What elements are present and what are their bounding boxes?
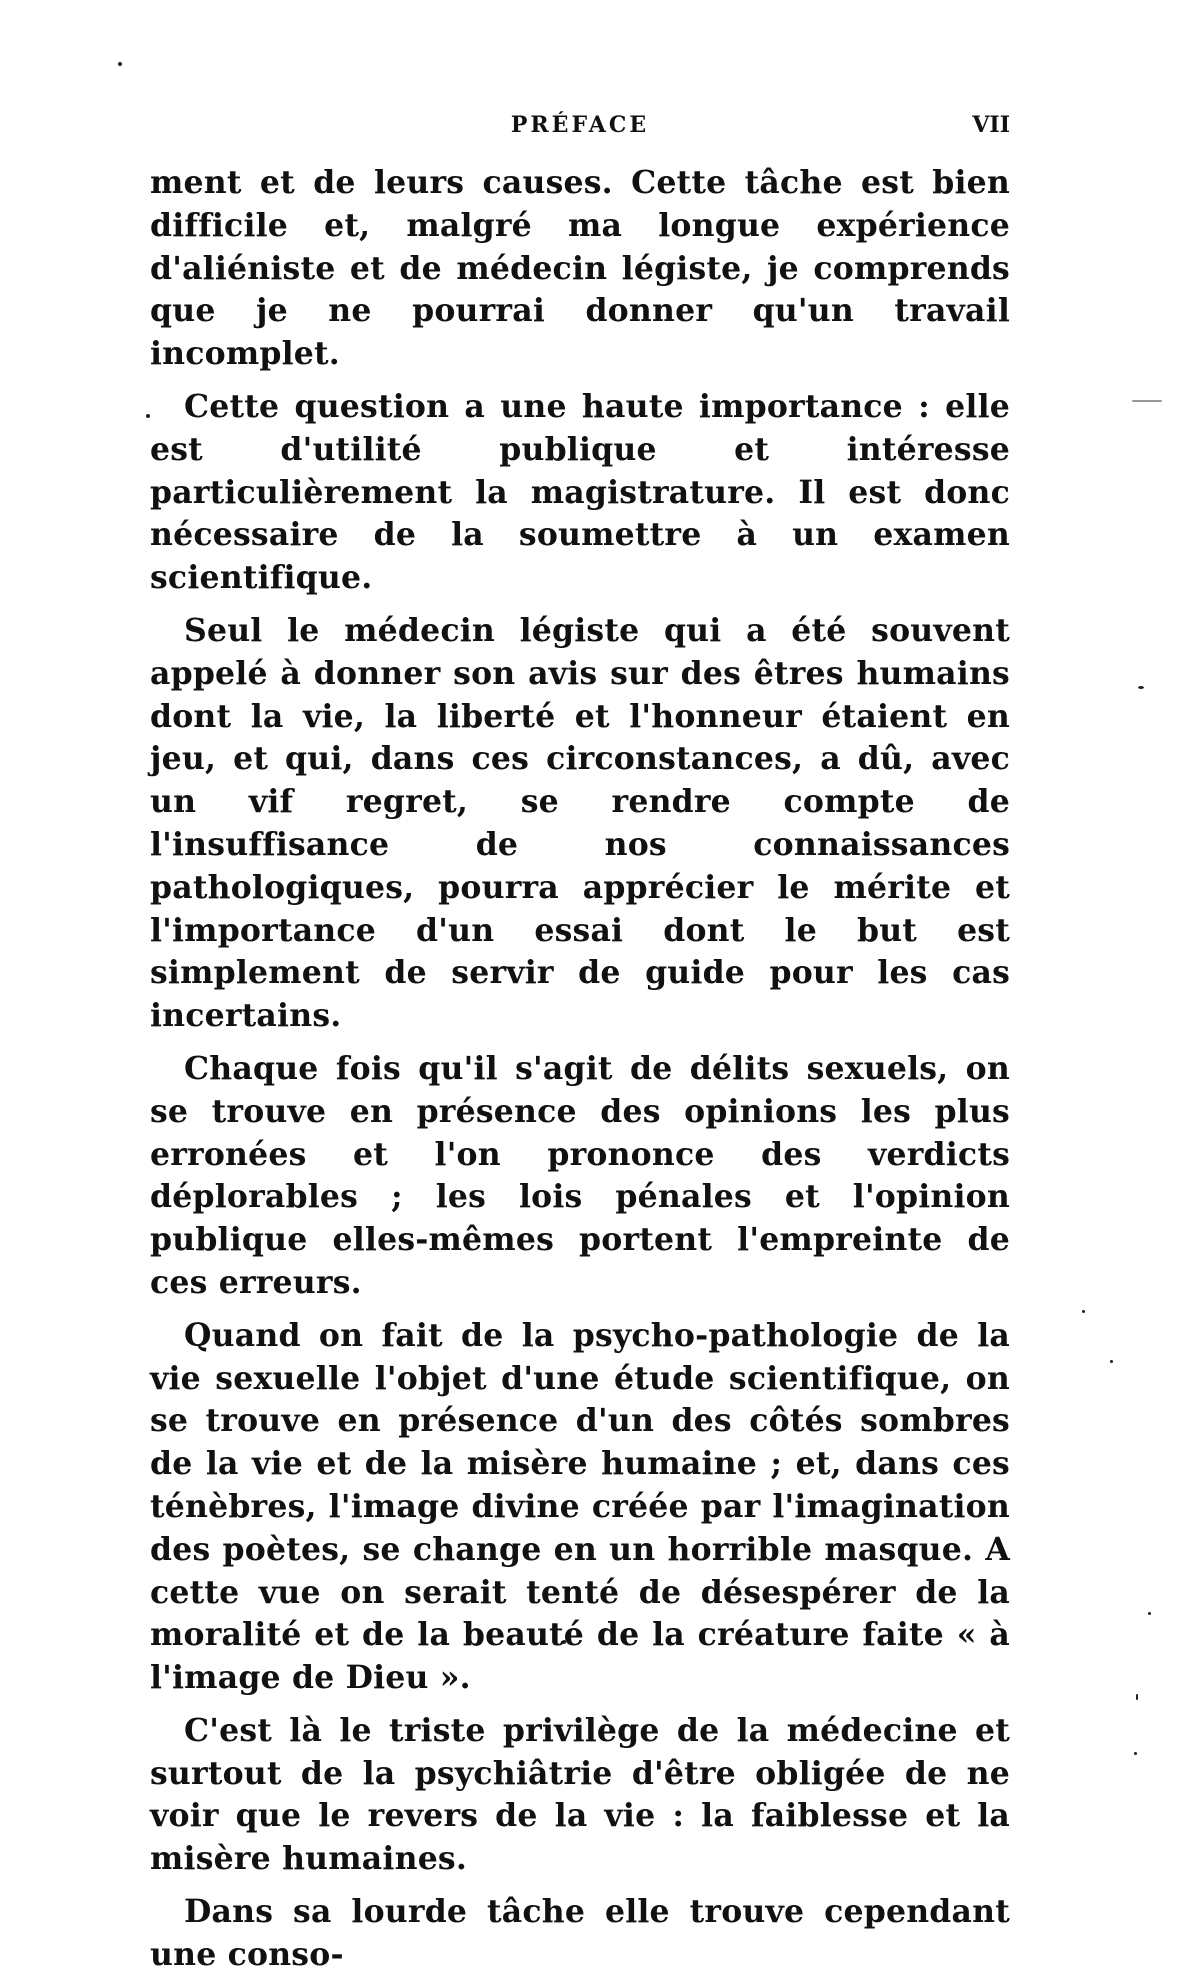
- paragraph: Cette question a une haute importance : elle est d'utilité publique et intéresse particulièrement la magistrature. Il est donc nécessaire de la soumettre à un examen scientifique.: [150, 387, 1010, 597]
- scan-speck: [118, 62, 122, 66]
- page-header: [150, 112, 1010, 148]
- paragraph: C'est là le triste privilège de la médecine et surtout de la psychiâtrie d'être obligée de ne voir que le revers de la vie : la faiblesse et la misère humaines.: [150, 1711, 1010, 1878]
- body-text: [150, 162, 1010, 1987]
- scan-speck: [1138, 686, 1144, 689]
- scan-speck: [1134, 1752, 1137, 1755]
- scan-speck: [1132, 400, 1162, 402]
- paragraph: Dans sa lourde tâche elle trouve cependant une conso-: [150, 1893, 1010, 1973]
- paragraph: Chaque fois qu'il s'agit de délits sexuels, on se trouve en présence des opinions les plus erronées et l'on prononce des verdicts déplorables ; les lois pénales et l'opinion publique elles-mêmes portent l'empreinte de ces erreurs.: [150, 1049, 1010, 1301]
- running-title: PRÉFACE: [510, 112, 650, 138]
- scan-speck: [1136, 1694, 1138, 1700]
- scan-speck: [1148, 1612, 1151, 1615]
- paragraph: ment et de leurs causes. Cette tâche est bien difficile et, malgré ma longue expérience d'aliéniste et de médecin légiste, je comprends que je ne pourrai donner qu'un travail incomplet.: [150, 164, 1010, 373]
- paragraph: Quand on fait de la psycho-pathologie de la vie sexuelle l'objet d'une étude scientifique, on se trouve en présence d'un des côtés sombres de la vie et de la misère humaine ; et, dans ces ténèbres, l'image divine créée par l'imagination des poètes, se change en un horrible masque. A cette vue on serait tenté de désespérer de la moralité et de la beauté de la créature faite « à l'image de Dieu ».: [150, 1316, 1010, 1697]
- paragraph: Seul le médecin légiste qui a été souvent appelé à donner son avis sur des êtres humains dont la vie, la liberté et l'honneur étaient en jeu, et qui, dans ces circonstances, a dû, avec un vif regret, se rendre compte de l'insuffisance de nos connaissances pathologiques, pourra apprécier le mérite et l'importance d'un essai dont le but est simplement de servir de guide pour les cas incertains.: [150, 611, 1010, 1035]
- page-number: VII: [972, 112, 1010, 138]
- scan-speck: [1082, 1310, 1085, 1313]
- scan-speck: [1110, 1360, 1113, 1363]
